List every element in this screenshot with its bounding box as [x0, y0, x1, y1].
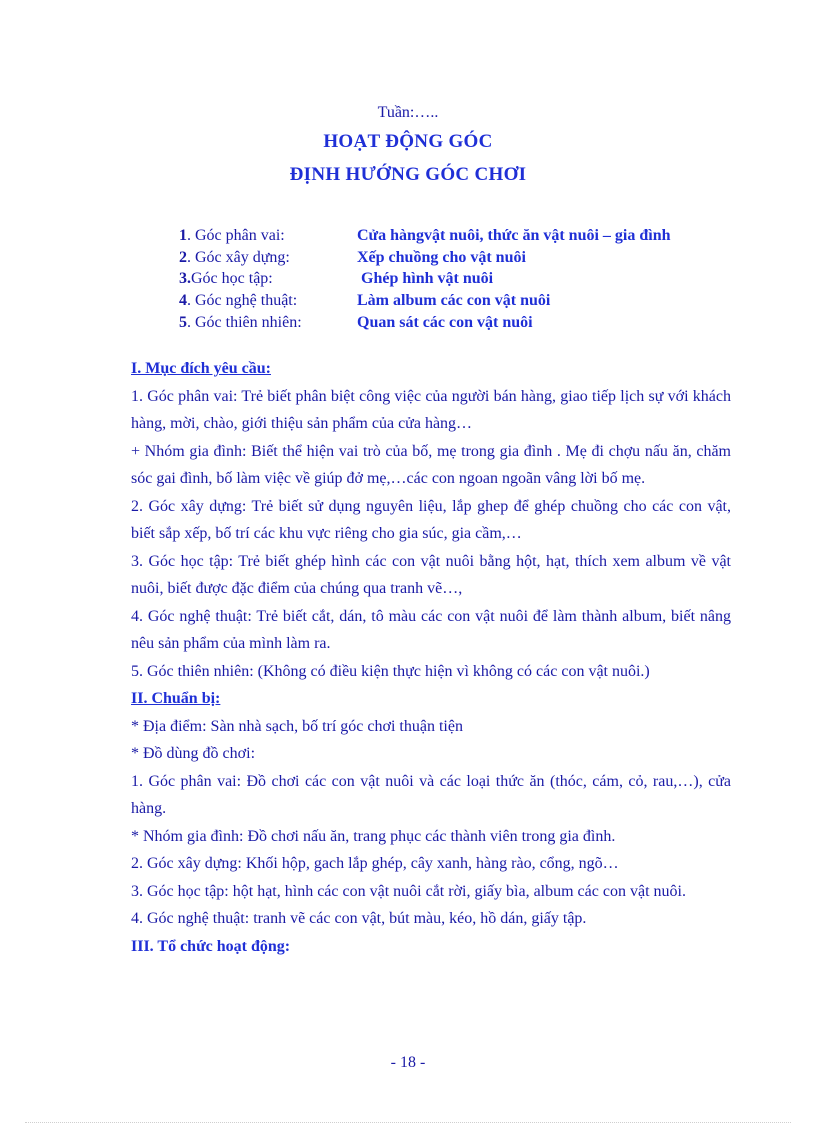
corner-number: 5: [179, 313, 187, 331]
corner-activity: Cửa hàngvật nuôi, thức ăn vật nuôi – gia đình: [357, 227, 671, 244]
paragraph: * Nhóm gia đình: Đồ chơi nấu ăn, trang phục các thành viên trong gia đình.: [131, 827, 616, 845]
paragraph: 3. Góc học tập: hột hạt, hình các con vật nuôi cắt rời, giấy bìa, album các con vật nuôi.: [131, 882, 686, 900]
corner-activity: Làm album các con vật nuôi: [357, 292, 551, 310]
corner-activity: Xếp chuồng cho vật nuôi: [357, 248, 526, 266]
corner-number: 3.: [179, 270, 191, 288]
corner-item: [179, 247, 739, 269]
corner-name: Góc học tập:: [191, 270, 273, 288]
corner-activity: Ghép hình vật nuôi: [361, 270, 494, 288]
corner-name: . Góc xây dựng:: [187, 248, 290, 266]
paragraph: * Địa điểm: Sàn nhà sạch, bố trí góc chơi thuận tiện: [131, 717, 463, 735]
corner-name: . Góc nghệ thuật:: [187, 292, 298, 310]
paragraph: 1. Góc phân vai: Đồ chơi các con vật nuôi và các loại thức ăn (thóc, cám, cỏ, rau,…), cửa hàng.: [131, 772, 731, 817]
corner-item: [179, 290, 739, 312]
corner-number: 1: [179, 227, 187, 244]
section-heading: III. Tổ chức hoạt động:: [131, 937, 291, 955]
document-body: [131, 355, 731, 960]
paragraph: 4. Góc nghệ thuật: Trẻ biết cắt, dán, tô màu các con vật nuôi để làm thành album, biết nâng nêu sản phẩm của mình làm ra.: [131, 607, 731, 652]
corner-number: 4: [179, 292, 187, 310]
paragraph: * Đồ dùng đồ chơi:: [131, 745, 256, 762]
page-number: - 18 -: [390, 1054, 426, 1071]
paragraph: 3. Góc học tập: Trẻ biết ghép hình các con vật nuôi bằng hột, hạt, thích xem album về vật nuôi, biết được đặc điểm của chúng qua tranh vẽ…,: [131, 552, 731, 597]
corner-name: . Góc phân vai:: [187, 227, 285, 244]
section-heading: II. Chuẩn bị:: [131, 690, 221, 707]
corner-item: [179, 225, 739, 247]
paragraph: 4. Góc nghệ thuật: tranh vẽ các con vật, bút màu, kéo, hồ dán, giấy tập.: [131, 910, 587, 927]
section-heading: I. Mục đích yêu cầu:: [131, 360, 271, 377]
paragraph: 5. Góc thiên nhiên: (Không có điều kiện thực hiện vì không có các con vật nuôi.): [131, 662, 650, 680]
corner-activity: Quan sát các con vật nuôi: [357, 313, 533, 331]
page-subtitle: ĐỊNH HƯỚNG GÓC CHƠI: [289, 164, 527, 185]
paragraph: + Nhóm gia đình: Biết thể hiện vai trò của bố, mẹ trong gia đình . Mẹ đi chợu nấu ăn, chăm sóc gai đình, bố làm việc về giúp đở mẹ,…các con ngoan ngoãn vâng lời bố mẹ.: [131, 442, 731, 487]
paragraph: 2. Góc xây dựng: Trẻ biết sử dụng nguyên liệu, lắp ghep để ghép chuồng cho các con vật, biết sắp xếp, bố trí các khu vực riêng cho gia súc, gia cầm,…: [131, 497, 731, 542]
week-label: Tuần:…..: [377, 104, 439, 121]
corner-number: 2: [179, 248, 187, 266]
corner-list: [179, 225, 739, 333]
corner-item: [179, 268, 739, 290]
page-title: HOẠT ĐỘNG GÓC: [323, 131, 493, 152]
corner-name: . Góc thiên nhiên:: [187, 313, 302, 331]
corner-item: [179, 312, 739, 334]
paragraph: 1. Góc phân vai: Trẻ biết phân biệt công việc của người bán hàng, giao tiếp lịch sự với khách hàng, mời, chào, giới thiệu sản phẩm của cửa hàng…: [131, 387, 731, 432]
paragraph: 2. Góc xây dựng: Khối hộp, gach lắp ghép, cây xanh, hàng rào, cổng, ngõ…: [131, 855, 619, 872]
